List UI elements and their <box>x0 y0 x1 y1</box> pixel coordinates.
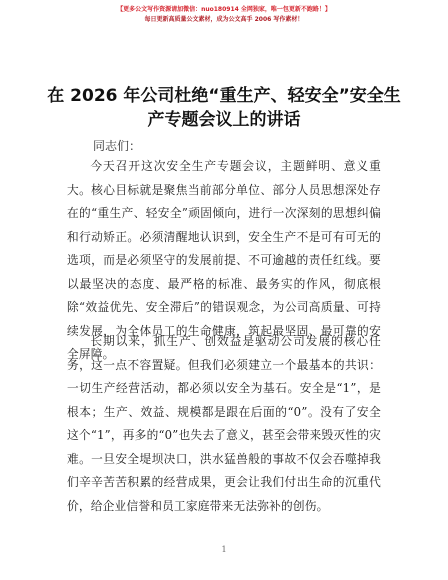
document-title: 在 2026 年公司杜绝“重生产、轻安全”安全生产专题会议上的讲话 <box>47 86 401 130</box>
paragraph-1: 今天召开这次安全生产专题会议，主题鲜明、意义重大。核心目标就是聚焦当前部分单位、部分人员思想深处存在的“重生产、轻安全”顽固倾向，进行一次深刻的思想纠偏和行动矫正。必须清醒地认识到，安全生产不是可有可无的选项，而是必须坚守的发展前提、不可逾越的责任红线。要以最坚决的态度、最严格的标准、最务实的作风，彻底根除“效益优先、安全滞后”的错误观念，为公司高质量、可持续发展，为全体员工的生命健康，筑起最坚固、最可靠的安全屏障。 <box>67 159 381 361</box>
page-number: 1 <box>221 545 227 554</box>
banner-line-2: 每日更新高质量公文素材，成为公文高手 2006 写作素材！ <box>144 16 304 23</box>
paragraph-2: 长期以来，抓生产、创效益是驱动公司发展的核心任务，这一点不容置疑。但我们必须建立一个最基本的共识：一切生产经营活动，都必须以安全为基石。安全是“1”，是根本；生产、效益、规模都是跟在后面的“0”。没有了安全这个“1”，再多的“0”也失去了意义，甚至会带来毁灭性的灾难。一旦安全堤坝决口，洪水猛兽般的事故不仅会吞噬掉我们辛辛苦苦积累的经营成果，更会让我们付出生命的沉重代价，给企业信誉和员工家庭带来无法弥补的创伤。 <box>67 334 381 513</box>
header-banner <box>0 5 448 25</box>
salutation: 同志们： <box>93 139 142 153</box>
banner-line-1: 【更多公文写作资源请加微信：nuo180914 全网独家，唯一包更新不跑路！】 <box>117 6 331 13</box>
